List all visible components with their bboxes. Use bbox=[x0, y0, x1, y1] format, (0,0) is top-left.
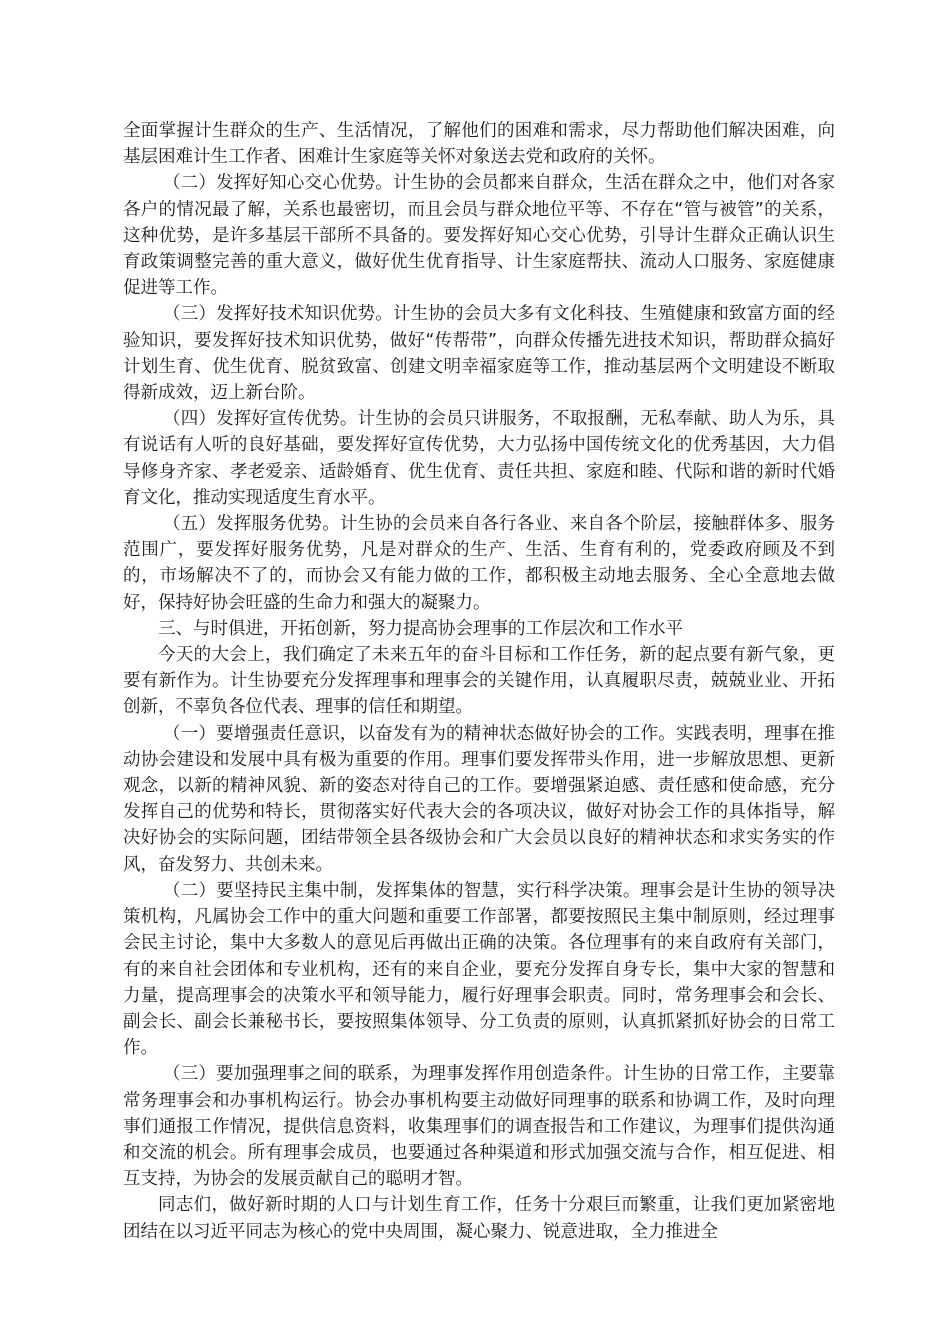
paragraph-intro: 今天的大会上，我们确定了未来五年的奋斗目标和工作任务，新的起点要有新气象，更要有新作为。计生协要充分发挥理事和理事会的关键作用，认真履职尽责，兢兢业业、开拓创新，不辜负各位代表、理事的信任和期望。 bbox=[123, 645, 835, 718]
document-body bbox=[123, 118, 835, 1245]
section-heading-3: 三、与时俱进，开拓创新，努力提高协会理事的工作层次和工作水平 bbox=[158, 618, 683, 639]
paragraph-item-4: （四）发挥好宣传优势。计生协的会员只讲服务，不取报酬，无私奉献、助人为乐，具有说话有人听的良好基础，要发挥好宣传优势，大力弘扬中国传统文化的优秀基因，大力倡导修身齐家、孝老爱亲、适龄婚育、优生优育、责任共担、家庭和睦、代际和谐的新时代婚育文化，推动实现适度生育水平。 bbox=[123, 409, 835, 508]
paragraph-item-2: （二）发挥好知心交心优势。计生协的会员都来自群众，生活在群众之中，他们对各家各户的情况最了解，关系也最密切，而且会员与群众地位平等、不存在“管与被管”的关系，这种优势，是许多基层干部所不具备的。要发挥好知心交心优势，引导计生群众正确认识生育政策调整完善的重大意义，做好优生优育指导、计生家庭帮扶、流动人口服务、家庭健康促进等工作。 bbox=[123, 173, 835, 299]
paragraph-continuation: 全面掌握计生群众的生产、生活情况，了解他们的困难和需求，尽力帮助他们解决困难，向基层困难计生工作者、困难计生家庭等关怀对象送去党和政府的关怀。 bbox=[123, 121, 835, 168]
paragraph-sub-2: （二）要坚持民主集中制，发挥集体的智慧，实行科学决策。理事会是计生协的领导决策机构，凡属协会工作中的重大问题和重要工作部署，都要按照民主集中制原则，经过理事会民主讨论，集中大多数人的意见后再做出正确的决策。各位理事有的来自政府有关部门，有的来自社会团体和专业机构，还有的来自企业，要充分发挥自身专长，集中大家的智慧和力量，提高理事会的决策水平和领导能力，履行好理事会职责。同时，常务理事会和会长、副会长、副会长兼秘书长，要按照集体领导、分工负责的原则，认真抓紧抓好协会的日常工作。 bbox=[123, 880, 835, 1059]
paragraph-sub-3: （三）要加强理事之间的联系，为理事发挥作用创造条件。计生协的日常工作，主要靠常务理事会和办事机构运行。协会办事机构要主动做好同理事的联系和协调工作，及时向理事们通报工作情况，提供信息资料，收集理事们的调查报告和工作建议，为理事们提供沟通和交流的机会。所有理事会成员，也要通过各种渠道和形式加强交流与合作，相互促进、相互支持，为协会的发展贡献自己的聪明才智。 bbox=[123, 1064, 835, 1190]
paragraph-item-5: （五）发挥服务优势。计生协的会员来自各行各业、来自各个阶层，接触群体多、服务范围广，要发挥好服务优势，凡是对群众的生产、生活、生育有利的，党委政府顾及不到的，市场解决不了的，而协会又有能力做的工作，都积极主动地去服务、全心全意地去做好，保持好协会旺盛的生命力和强大的凝聚力。 bbox=[123, 514, 835, 613]
paragraph-closing: 同志们，做好新时期的人口与计划生育工作，任务十分艰巨而繁重，让我们更加紧密地团结在以习近平同志为核心的党中央周围，凝心聚力、锐意进取，全力推进全 bbox=[123, 1195, 835, 1242]
paragraph-sub-1: （一）要增强责任意识，以奋发有为的精神状态做好协会的工作。实践表明，理事在推动协会建设和发展中具有极为重要的作用。理事们要发挥带头作用，进一步解放思想、更新观念，以新的精神风貌、新的姿态对待自己的工作。要增强紧迫感、责任感和使命感，充分发挥自己的优势和特长，贯彻落实好代表大会的各项决议，做好对协会工作的具体指导，解决好协会的实际问题，团结带领全县各级协会和广大会员以良好的精神状态和求实务实的作风，奋发努力、共创未来。 bbox=[123, 723, 835, 875]
paragraph-item-3: （三）发挥好技术知识优势。计生协的会员大多有文化科技、生殖健康和致富方面的经验知识，要发挥好技术知识优势，做好“传帮带”，向群众传播先进技术知识，帮助群众搞好计划生育、优生优育、脱贫致富、创建文明幸福家庭等工作，推动基层两个文明建设不断取得新成效，迈上新台阶。 bbox=[123, 304, 835, 404]
